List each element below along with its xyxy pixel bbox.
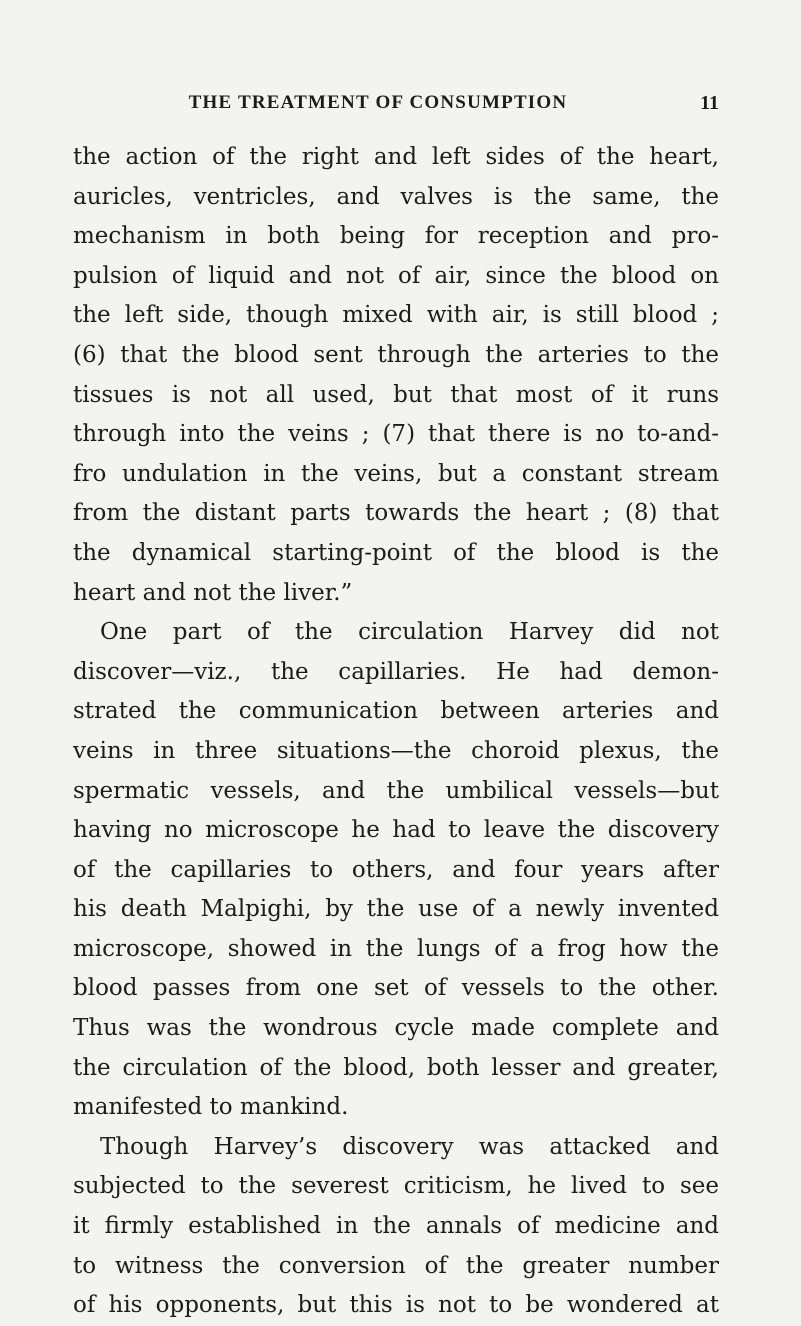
paragraph-end-line: manifested to mankind.	[73, 1094, 349, 1121]
text-line: his death Malpighi, by the use of a newly invented	[73, 896, 719, 923]
running-head	[73, 92, 719, 120]
text-line: fro undulation in the veins, but a constant stream	[73, 460, 719, 487]
page-number: 11	[700, 92, 719, 114]
text-line: tissues is not all used, but that most of it runs	[73, 381, 719, 408]
text-line: blood passes from one set of vessels to the other.	[73, 975, 719, 1002]
text-line: from the distant parts towards the heart ; (8) that	[73, 500, 719, 527]
text-line: the circulation of the blood, both lesser and greater,	[73, 1054, 719, 1081]
running-title: THE TREATMENT OF CONSUMPTION	[188, 92, 568, 113]
text-line: the action of the right and left sides of the heart,	[73, 144, 719, 170]
text-line: mechanism in both being for reception and pro-	[73, 223, 719, 250]
paragraph-start-line: Though Harvey’s discovery was attacked and	[100, 1133, 719, 1160]
text-line: Thus was the wondrous cycle made complete and	[73, 1015, 719, 1042]
text-line: the left side, though mixed with air, is still blood ;	[73, 302, 719, 329]
text-line: spermatic vessels, and the umbilical vessels—but	[73, 777, 719, 804]
text-line: veins in three situations—the choroid plexus, the	[73, 737, 719, 764]
text-line: (6) that the blood sent through the arteries to the	[73, 341, 719, 368]
text-line: to witness the conversion of the greater number	[73, 1252, 719, 1279]
text-line: discover—viz., the capillaries. He had demon-	[73, 658, 719, 685]
text-line: of the capillaries to others, and four years after	[73, 856, 719, 883]
text-line: the dynamical starting-point of the blood is the	[73, 539, 719, 566]
body-text	[73, 138, 719, 1326]
paragraph-end-line: heart and not the liver.”	[73, 579, 353, 606]
text-line: it firmly established in the annals of medicine and	[73, 1213, 719, 1240]
text-line: having no microscope he had to leave the discovery	[73, 817, 719, 844]
text-line: auricles, ventricles, and valves is the same, the	[73, 183, 719, 210]
text-line: pulsion of liquid and not of air, since the blood on	[73, 262, 719, 289]
text-line: strated the communication between arteries and	[73, 698, 719, 725]
text-line: through into the veins ; (7) that there is no to-and-	[73, 421, 719, 448]
text-line: microscope, showed in the lungs of a frog how the	[73, 935, 719, 962]
paragraph-start-line: One part of the circulation Harvey did not	[100, 619, 719, 646]
text-line: subjected to the severest criticism, he lived to see	[73, 1173, 719, 1200]
text-line: of his opponents, but this is not to be wondered at	[73, 1292, 719, 1319]
